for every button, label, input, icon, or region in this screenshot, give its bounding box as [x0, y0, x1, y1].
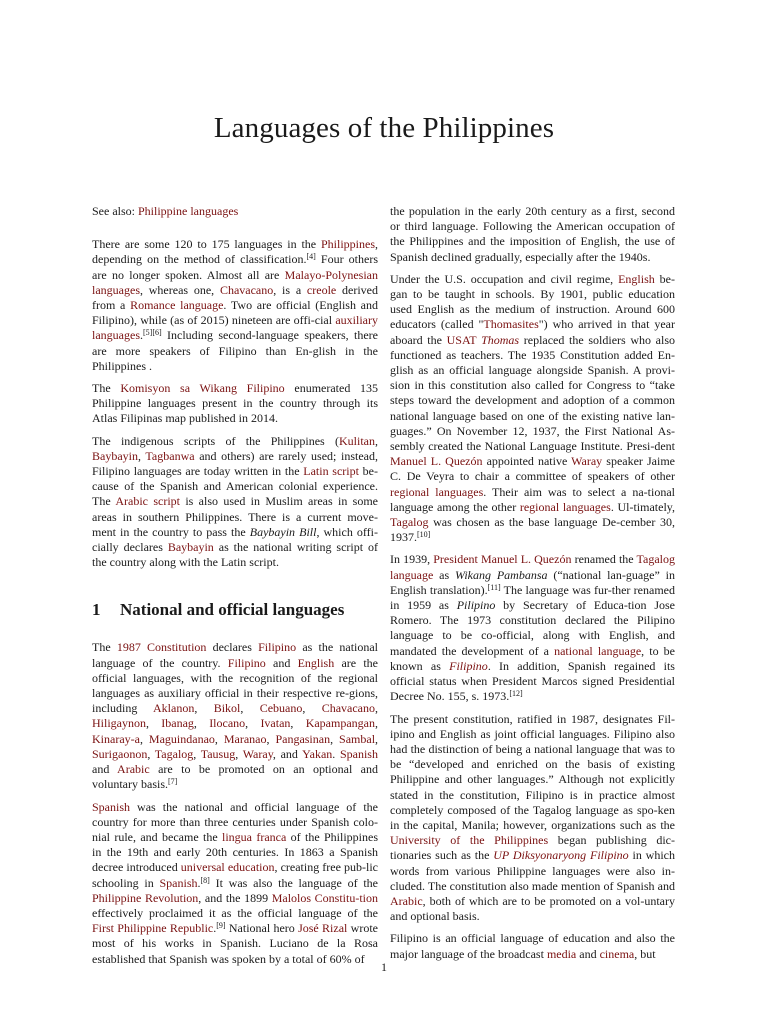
paragraph-continued: the population in the early 20th century as a first, second or third language. Following the American occupation of the Philippines and the imposition of English, the use of Spanish declined gradually, especially after the 1940s.	[390, 204, 675, 264]
link-ilocano[interactable]: Ilocano	[209, 716, 246, 731]
link-spanish-2[interactable]: Spanish	[92, 799, 131, 814]
link-auxiliary-languages[interactable]: auxiliary languages	[92, 313, 378, 343]
link-filipino-italic[interactable]: Filipino	[449, 658, 488, 673]
link-ivatan[interactable]: Ivatan	[260, 716, 291, 731]
page-number: 1	[381, 960, 387, 974]
link-1987-constitution[interactable]: 1987 Constitution	[116, 640, 207, 655]
link-waray-2[interactable]: Waray	[571, 454, 603, 469]
citation-12[interactable]: [12]	[509, 689, 523, 699]
link-maranao[interactable]: Maranao	[223, 731, 267, 746]
link-filipino[interactable]: Filipino	[258, 640, 297, 655]
link-thomasites[interactable]: Thomasites	[483, 317, 539, 332]
link-english-2[interactable]: English	[618, 271, 655, 286]
paragraph-constitution: The 1987 Constitution declares Filipino as the national language of the country. Filipino and English are the official languages, with the recognition of the regional languages as auxiliary official in their respective re-gions, including Aklanon, Bikol, Cebuano, Chavacano, Hiligaynon, Ibanag, Ilocano, Ivatan, Kapampangan, Kinaray-a, Maguindanao, Maranao, Pangasinan, Sambal, Surigaonon, Tagalog, Tausug, Waray, and Yakan. Spanish and Arabic are to be promoted on an optional and voluntary basis.[7]	[92, 640, 379, 792]
link-manuel-quezon[interactable]: Manuel L. Quezón	[390, 454, 483, 469]
link-filipino-2[interactable]: Filipino	[227, 655, 266, 670]
link-philippine-revolution[interactable]: Philippine Revolution	[92, 890, 199, 905]
citation-11[interactable]: [11]	[487, 582, 501, 592]
link-arabic[interactable]: Arabic	[117, 762, 150, 777]
link-yakan[interactable]: Yakan	[302, 746, 333, 761]
link-baybayin-2[interactable]: Baybayin	[167, 540, 214, 555]
citation-9[interactable]: [9]	[216, 921, 226, 931]
right-column	[390, 204, 675, 969]
link-president-quezon[interactable]: President Manuel L. Quezón	[433, 552, 572, 567]
link-philippines[interactable]: Philippines	[320, 237, 375, 252]
link-tagbanwa[interactable]: Tagbanwa	[145, 448, 195, 463]
link-arabic-2[interactable]: Arabic	[390, 893, 423, 908]
link-tagalog[interactable]: Tagalog	[154, 746, 194, 761]
link-universal-education[interactable]: universal education	[180, 860, 275, 875]
paragraph-1939: In 1939, President Manuel L. Quezón renamed the Tagalog language as Wikang Pambansa (“national lan-guage” in English translation).[11] The language was fur-ther renamed in 1959 as Pilipino by Secretary of Educa-tion Jose Romero. The 1973 constitution declared the Pilipino language to be co-official, along with English, and mandated the development of a national language, to be known as Filipino. In addition, Spanish regained its official status when President Marcos signed Presidential Decree No. 155, s. 1973.[12]	[390, 552, 675, 704]
italic-pilipino: Pilipino	[456, 598, 496, 613]
see-also-note	[92, 204, 378, 219]
paragraph-media: Filipino is an official language of education and also the major language of the broadcast media and cinema, but	[390, 931, 675, 961]
link-maguindanao[interactable]: Maguindanao	[148, 731, 215, 746]
left-column	[92, 204, 378, 974]
link-philippine-languages[interactable]: Philippine languages	[138, 204, 239, 218]
paragraph-spanish: Spanish was the national and official language of the country for more than three centuries under Spanish colo-nial rule, and became the lingua franca of the Philippines in the 19th and early 20th centuries. In 1863 a Spanish decree introduced universal education, creating free pub-lic schooling in Spanish.[8] It was also the language of the Philippine Revolution, and the 1899 Malolos Constitu-tion effectively proclaimed it as the official language of the First Philippine Republic.[9] National hero José Rizal wrote most of his works in Spanish. Luciano de la Rosa established that Spanish was spoken by a total of 60% of	[92, 799, 379, 966]
italic-wikang-pambansa: Wikang Pambansa	[455, 567, 548, 582]
link-national-language[interactable]: national language	[554, 643, 642, 658]
link-kulitan[interactable]: Kulitan	[339, 433, 375, 448]
link-usat-thomas[interactable]: USAT Thomas	[446, 332, 520, 347]
link-surigaonon[interactable]: Surigaonon	[92, 746, 148, 761]
paragraph-us-occupation: Under the U.S. occupation and civil regime, English be-gan to be taught in schools. By 1901, public education used English as the medium of instruction. Around 600 educators (called "Thomasites") who arrived in that year aboard the USAT Thomas replaced the soldiers who also functioned as teachers. The 1935 Constitution added En-glish as an official language alongside Spanish. A provi-sion in this constitution also called for Congress to “take steps toward the development and adoption of a common national language based on one of the existing native lan-guages.” On November 12, 1937, the First National As-sembly created the National Language Institute. Presi-dent Manuel L. Quezón appointed native Waray speaker Jaime C. De Veyra to chair a committee of speakers of other regional languages. Their aim was to select a na-tional language among the other regional languages. Ul-timately, Tagalog was chosen as the base language De-cember 30, 1937.[10]	[390, 271, 675, 545]
link-arabic-script[interactable]: Arabic script	[115, 494, 180, 509]
citation-4[interactable]: [4]	[306, 252, 316, 262]
link-ibanag[interactable]: Ibanag	[161, 716, 194, 731]
paragraph-scripts: The indigenous scripts of the Philippines (Kulitan, Baybayin, Tagbanwa and others) are rarely used; instead, Filipino languages are today written in the Latin script be-cause of the Spanish and American colonial experience. The Arabic script is also used in Muslim areas in some areas in southern Philippines. There is a current move-ment in the country to pass the Baybayin Bill, which offi-cially declares Baybayin as the national writing script of the country along with the Latin script.	[92, 433, 379, 570]
link-pangasinan[interactable]: Pangasinan	[275, 731, 331, 746]
italic-baybayin-bill: Baybayin Bill	[249, 524, 317, 539]
link-waray[interactable]: Waray	[242, 746, 273, 761]
link-english[interactable]: English	[297, 655, 335, 670]
link-chavacano[interactable]: Chavacano	[219, 282, 274, 297]
link-first-philippine-republic[interactable]: First Philippine Republic	[92, 921, 214, 936]
section-number: 1	[92, 600, 101, 620]
citation-10[interactable]: [10]	[417, 530, 431, 540]
link-media[interactable]: media	[546, 946, 577, 961]
paragraph-intro: There are some 120 to 175 languages in the Philippines, depending on the method of classification.[4] Four others are no longer spoken. Almost all are Malayo-Polynesian languages, whereas one, Chavacano, is a creole derived from a Romance language. Two are official (English and Filipino), while (as of 2015) nineteen are offi-cial auxiliary languages.[5][6] Including second-language speakers, there are more speakers of Filipino than En-glish in the Philippines .	[92, 237, 378, 373]
link-cinema[interactable]: cinema	[599, 946, 635, 961]
citation-8[interactable]: [8]	[200, 875, 210, 885]
link-malayo-polynesian[interactable]: Malayo-Polynesian languages	[92, 267, 378, 297]
link-latin-script[interactable]: Latin script	[303, 464, 359, 479]
link-hiligaynon[interactable]: Hiligaynon	[92, 716, 146, 731]
link-kapampangan[interactable]: Kapampangan	[305, 716, 375, 731]
link-sambal[interactable]: Sambal	[339, 731, 376, 746]
link-aklanon[interactable]: Aklanon	[153, 701, 195, 716]
link-jose-rizal[interactable]: José Rizal	[298, 921, 348, 936]
link-komisyon[interactable]: Komisyon sa Wikang Filipino	[120, 381, 285, 396]
link-up-diksyonaryong-filipino[interactable]: UP Diksyonaryong Filipino	[493, 848, 629, 863]
section-title: National and official languages	[120, 600, 345, 620]
link-chavacano-2[interactable]: Chavacano	[321, 701, 376, 716]
link-regional-languages[interactable]: regional languages	[390, 484, 484, 499]
link-spanish-3[interactable]: Spanish	[159, 875, 198, 890]
see-also-prefix: See also:	[92, 204, 138, 218]
citation-5-6[interactable]: [5][6]	[142, 328, 162, 338]
link-tagalog-language[interactable]: Tagalog language	[390, 552, 675, 582]
link-tausug[interactable]: Tausug	[200, 746, 236, 761]
link-baybayin[interactable]: Baybayin	[92, 448, 138, 463]
link-spanish[interactable]: Spanish	[339, 746, 378, 761]
link-malolos-constitution[interactable]: Malolos Constitu-tion	[271, 890, 378, 905]
link-tagalog-2[interactable]: Tagalog	[390, 515, 429, 530]
link-university-of-the-philippines[interactable]: University of the Philippines	[390, 833, 549, 848]
link-lingua-franca[interactable]: lingua franca	[222, 829, 287, 844]
link-kinaray-a[interactable]: Kinaray-a	[92, 731, 140, 746]
section-heading	[92, 600, 378, 620]
page-title: Languages of the Philippines	[213, 112, 555, 144]
link-bikol[interactable]: Bikol	[213, 701, 241, 716]
paragraph-komisyon: The Komisyon sa Wikang Filipino enumerated 135 Philippine languages present in the country through its Atlas Filipinas map published in 2014.	[92, 381, 379, 426]
paragraph-present-constitution: The present constitution, ratified in 1987, designates Fil-ipino and English as joint official languages. Filipino also had the distinction of being a national language that was to be “developed and enriched on the basis of existing Philippine and other languages.” Although not explicitly stated in the constitution, Filipino is in practice almost completely composed of the Tagalog language as spo-ken in the capital, Manila; however, organizations such as the University of the Philippines began publishing dic-tionaries such as the UP Diksyonaryong Filipino in which words from various Philippine languages were also in-cluded. The constitution also made mention of Spanish and Arabic, both of which are to be promoted on a vol-untary and optional basis.	[390, 711, 675, 924]
link-cebuano[interactable]: Cebuano	[259, 701, 303, 716]
link-romance-language[interactable]: Romance language	[130, 298, 224, 313]
citation-7[interactable]: [7]	[168, 777, 178, 787]
link-regional-languages-2[interactable]: regional languages	[519, 499, 611, 514]
link-creole[interactable]: creole	[306, 282, 337, 297]
